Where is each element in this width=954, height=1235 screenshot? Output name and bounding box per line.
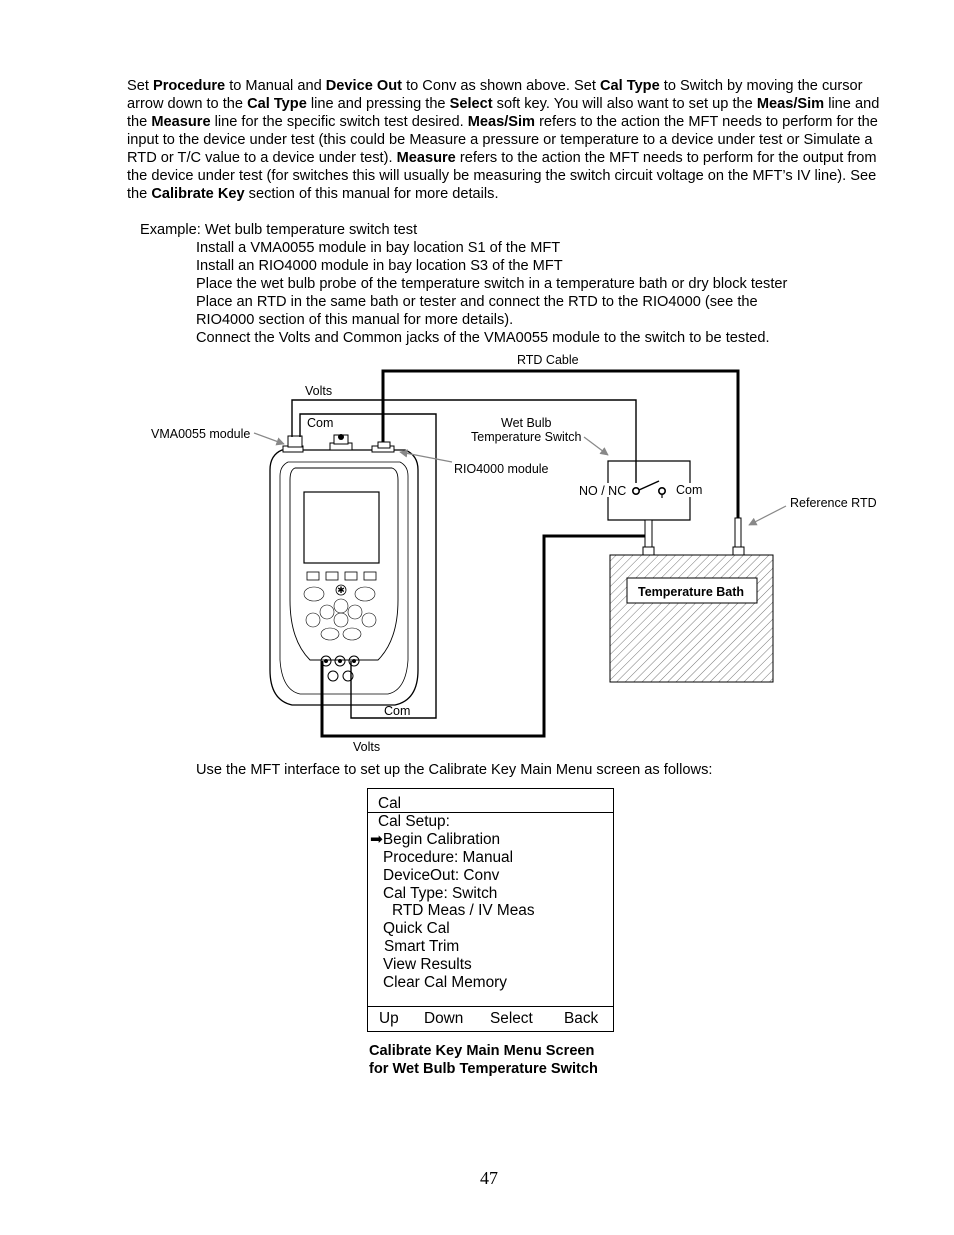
example-step: RIO4000 section of this manual for more details). — [196, 312, 514, 328]
bold-term: Device Out — [325, 78, 403, 94]
softkey-back[interactable]: Back — [564, 1010, 599, 1027]
calibrate-menu-screen — [367, 788, 614, 1032]
label-temperature-bath: Temperature Bath — [638, 585, 745, 599]
menu-item-view-results[interactable]: View Results — [383, 956, 472, 973]
intro-paragraph — [127, 77, 897, 203]
bold-term: Cal Type — [247, 96, 307, 112]
caption-line-2: for Wet Bulb Temperature Switch — [369, 1061, 598, 1077]
temperature-switch — [608, 461, 690, 555]
softkey-divider — [368, 1006, 613, 1007]
paragraph-text: line for the specific switch test desired. — [210, 114, 468, 130]
softkey-down[interactable]: Down — [424, 1010, 464, 1027]
figure-caption — [369, 1042, 598, 1078]
paragraph-text: refers to the action the MFT needs to perform for the input to the device under test (this could be Measure a pressure or temperature to a device under test or Simulate a RTD or T/C value to a device under test). — [127, 114, 878, 166]
menu-item-begin-calibration[interactable]: ➡Begin Calibration — [370, 831, 501, 848]
paragraph-text: soft key. You will also want to set up the — [492, 96, 757, 112]
softkey-select[interactable]: Select — [490, 1010, 533, 1027]
caption-line-1: Calibrate Key Main Menu Screen — [369, 1043, 595, 1059]
example-step: Place an RTD in the same bath or tester and connect the RTD to the RIO4000 (see the — [196, 294, 758, 310]
bold-term: Meas/Sim — [756, 96, 825, 112]
label-com-bottom: Com — [384, 704, 411, 718]
menu-item-meas-sim[interactable]: RTD Meas / IV Meas — [392, 902, 535, 919]
reference-rtd-probe — [733, 518, 744, 555]
label-temperature-switch: Temperature Switch — [471, 430, 582, 444]
wiring-diagram — [0, 345, 954, 755]
menu-heading: Cal Setup: — [378, 813, 450, 830]
menu-item-quick-cal[interactable]: Quick Cal — [383, 920, 450, 937]
bold-term: Cal Type — [599, 78, 660, 94]
bold-term: Measure — [396, 150, 456, 166]
menu-item-device-out[interactable]: DeviceOut: Conv — [383, 867, 500, 884]
paragraph-text: section of this manual for more details. — [244, 186, 499, 202]
bold-term: Select — [449, 96, 493, 112]
temperature-bath — [610, 555, 773, 682]
menu-item-cal-type[interactable]: Cal Type: Switch — [383, 885, 498, 902]
paragraph-text: line and the — [127, 96, 880, 130]
example-heading: Example: Wet bulb temperature switch test — [140, 222, 418, 238]
label-com-top: Com — [307, 416, 334, 430]
example-step: Connect the Volts and Common jacks of the VMA0055 module to the switch to be tested. — [196, 330, 770, 346]
label-wet-bulb: Wet Bulb — [501, 416, 552, 430]
bold-term: Calibrate Key — [151, 186, 245, 202]
example-step: Install a VMA0055 module in bay location S1 of the MFT — [196, 240, 561, 256]
paragraph-text: line and pressing the — [306, 96, 450, 112]
label-no-nc: NO / NC — [579, 484, 627, 498]
bold-term: Meas/Sim — [467, 114, 536, 130]
paragraph-text: to Conv as shown above. Set — [402, 78, 600, 94]
label-volts-top: Volts — [305, 384, 333, 398]
screen-title: Cal — [378, 795, 402, 812]
menu-item-clear-cal-memory[interactable]: Clear Cal Memory — [383, 974, 508, 991]
bold-term: Procedure — [152, 78, 226, 94]
paragraph-text: to Manual and — [225, 78, 326, 94]
label-rtd-cable: RTD Cable — [517, 353, 579, 367]
paragraph-text: refers to the action the MFT needs to perform for the output from the device under test (for switches this will usually be measuring the switch circuit voltage on the MFT’s IV line). See the — [127, 150, 877, 202]
mft-display — [304, 492, 379, 563]
label-com-switch: Com — [676, 483, 703, 497]
label-reference-rtd: Reference RTD — [790, 496, 877, 510]
example-step: Install an RIO4000 module in bay location S3 of the MFT — [196, 258, 563, 274]
label-rio-module: RIO4000 module — [454, 462, 549, 476]
menu-item-procedure[interactable]: Procedure: Manual — [383, 849, 514, 866]
svg-text:✱: ✱ — [337, 586, 345, 596]
paragraph-text: to Switch by moving the cursor arrow down to the — [127, 78, 863, 112]
example-step: Place the wet bulb probe of the temperature switch in a temperature bath or dry block tester — [196, 276, 788, 292]
mft-device — [270, 434, 418, 705]
paragraph-text: Set — [127, 78, 153, 94]
instruction-text: Use the MFT interface to set up the Calibrate Key Main Menu screen as follows: — [196, 762, 713, 778]
label-volts-bottom: Volts — [353, 740, 381, 754]
menu-item-smart-trim[interactable]: Smart Trim — [384, 938, 460, 955]
bold-term: Measure — [151, 114, 211, 130]
label-vma-module: VMA0055 module — [151, 427, 251, 441]
page-number: 47 — [480, 1168, 498, 1188]
softkey-up[interactable]: Up — [379, 1010, 399, 1027]
